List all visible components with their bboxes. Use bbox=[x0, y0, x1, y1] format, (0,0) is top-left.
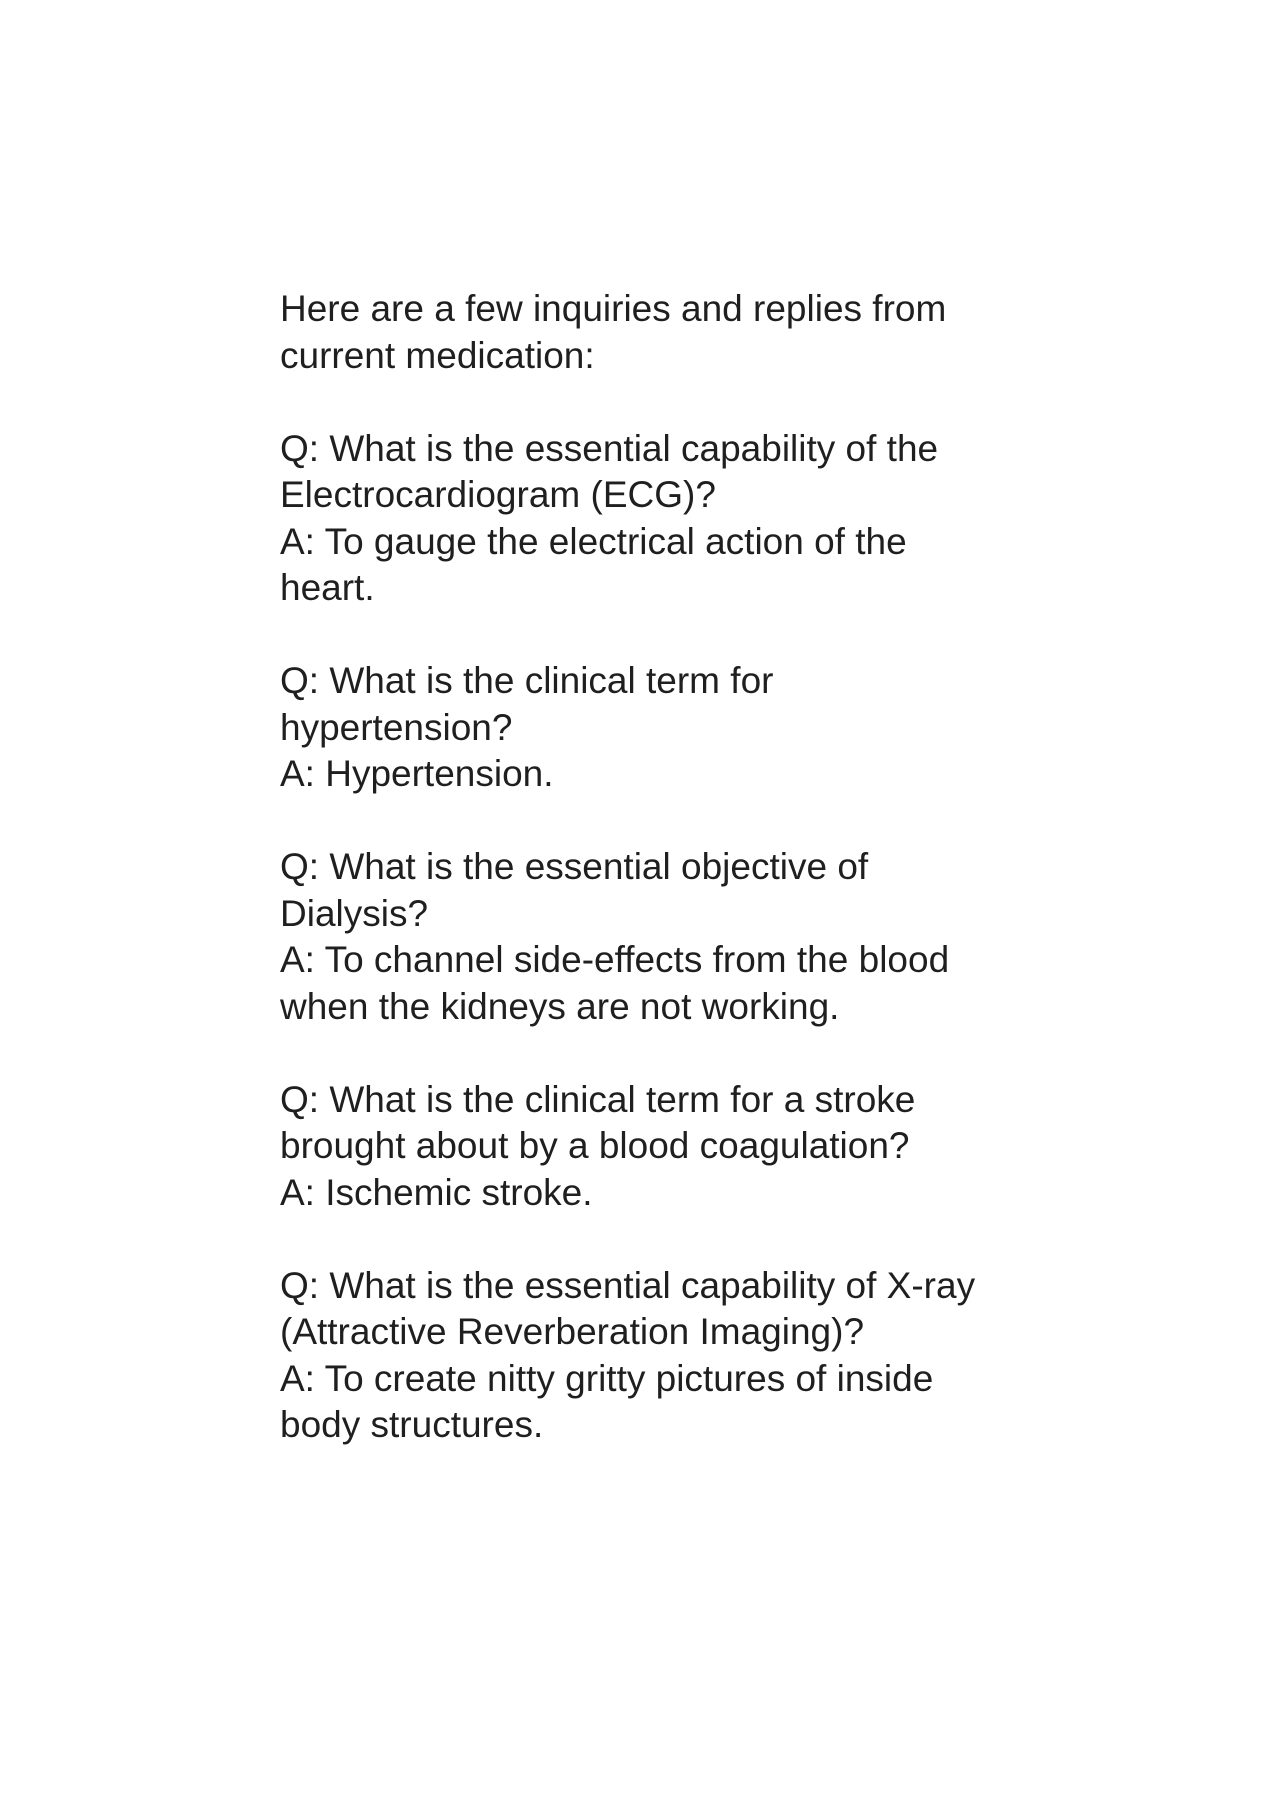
document-page bbox=[280, 286, 1020, 1495]
intro-line: current medication: bbox=[280, 334, 595, 376]
question-line: hypertension? bbox=[280, 706, 513, 748]
qa-item-5 bbox=[280, 1263, 1020, 1449]
answer-line: when the kidneys are not working. bbox=[280, 985, 840, 1027]
question-line: Q: What is the essential objective of bbox=[280, 846, 869, 887]
answer-line: A: To create nitty gritty pictures of inside bbox=[280, 1357, 934, 1399]
question-line: Q: What is the essential capability of the bbox=[280, 427, 939, 469]
intro-line: Here are a few inquiries and replies from bbox=[280, 288, 947, 329]
intro-paragraph bbox=[280, 286, 1020, 379]
question-line: Q: What is the essential capability of X-ray bbox=[280, 1264, 976, 1306]
answer-line: A: To gauge the electrical action of the bbox=[280, 520, 907, 562]
answer-line: A: To channel side-effects from the blood bbox=[280, 939, 950, 980]
answer-line: body structures. bbox=[280, 1404, 544, 1445]
question-line: Q: What is the clinical term for bbox=[280, 660, 774, 701]
qa-item-3 bbox=[280, 844, 1020, 1030]
qa-item-4 bbox=[280, 1077, 1020, 1217]
question-line: Electrocardiogram (ECG)? bbox=[280, 474, 716, 515]
question-line: Dialysis? bbox=[280, 892, 429, 934]
answer-line: A: Ischemic stroke. bbox=[280, 1171, 593, 1213]
question-line: Q: What is the clinical term for a stroke bbox=[280, 1078, 916, 1120]
qa-item-2 bbox=[280, 658, 1020, 798]
question-line: (Attractive Reverberation Imaging)? bbox=[280, 1311, 865, 1352]
question-line: brought about by a blood coagulation? bbox=[280, 1125, 910, 1166]
answer-line: heart. bbox=[280, 567, 375, 608]
answer-line: A: Hypertension. bbox=[280, 753, 554, 794]
qa-item-1 bbox=[280, 426, 1020, 612]
